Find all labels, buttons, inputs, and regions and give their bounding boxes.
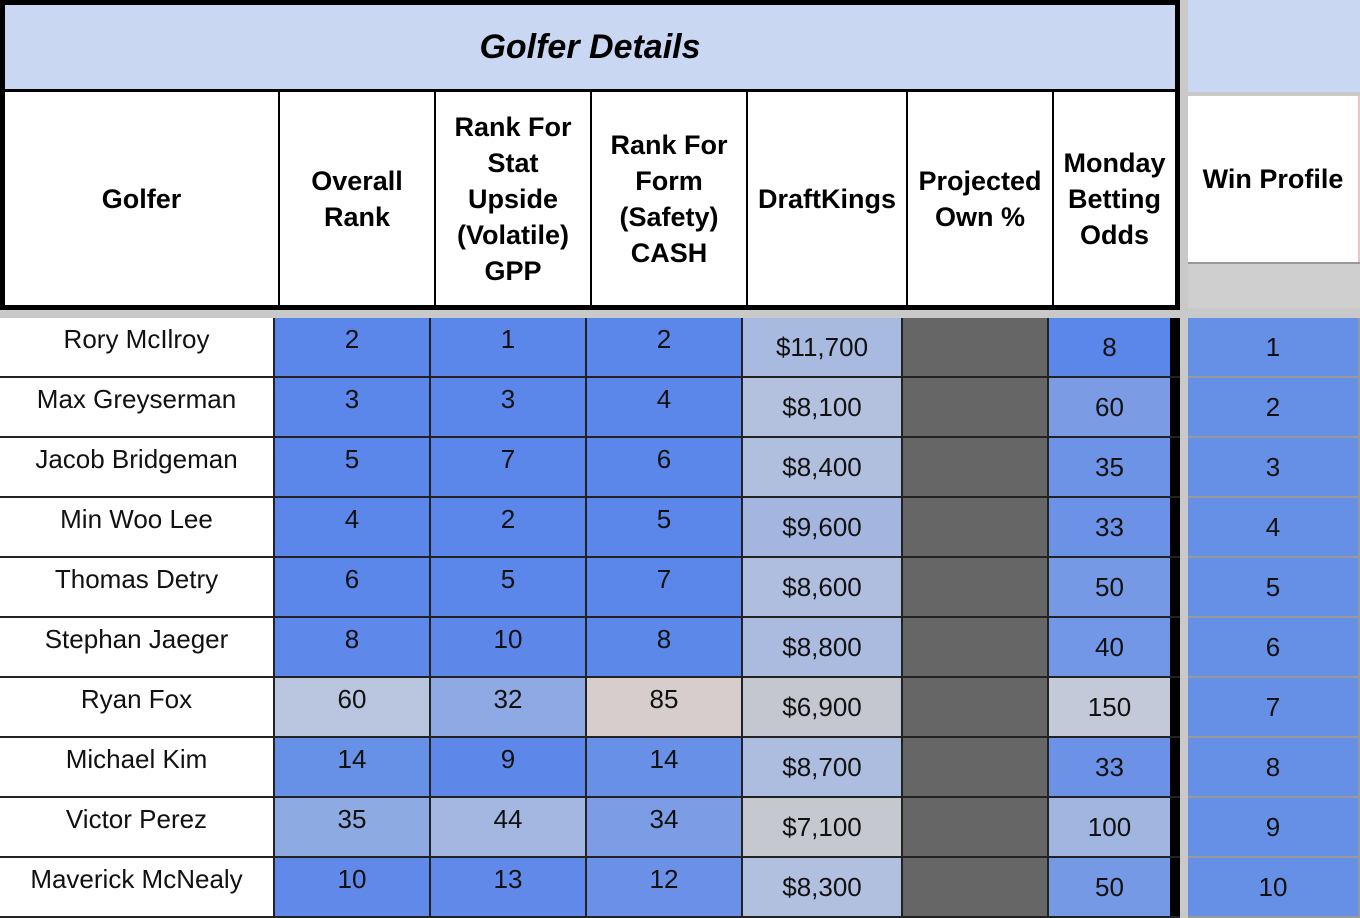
- cell-stat-upside[interactable]: 1: [431, 318, 587, 376]
- cell-golfer[interactable]: Thomas Detry: [0, 558, 275, 616]
- cell-golfer[interactable]: Jacob Bridgeman: [0, 438, 275, 496]
- cell-overall-rank[interactable]: 5: [275, 438, 431, 496]
- cell-stat-upside[interactable]: 44: [431, 798, 587, 856]
- cell-stat-upside[interactable]: 13: [431, 858, 587, 916]
- cell-betting-odds[interactable]: 33: [1049, 738, 1170, 796]
- table-row[interactable]: [0, 738, 1180, 798]
- cell-stat-upside[interactable]: 10: [431, 618, 587, 676]
- table-title: Golfer Details: [479, 27, 701, 66]
- cell-projected-own[interactable]: [903, 318, 1049, 376]
- table-header-row: [0, 92, 1180, 310]
- cell-draftkings[interactable]: $8,100: [743, 378, 903, 436]
- table-row[interactable]: [0, 858, 1180, 918]
- cell-form-safety[interactable]: 2: [587, 318, 743, 376]
- cell-stat-upside[interactable]: 9: [431, 738, 587, 796]
- cell-form-safety[interactable]: 12: [587, 858, 743, 916]
- table-title-bar: [0, 0, 1180, 94]
- cell-betting-odds[interactable]: 100: [1049, 798, 1170, 856]
- cell-win-profile[interactable]: 10: [1188, 858, 1360, 918]
- cell-win-profile[interactable]: 7: [1188, 678, 1360, 738]
- cell-win-profile[interactable]: 3: [1188, 438, 1360, 498]
- table-row[interactable]: [0, 678, 1180, 738]
- cell-projected-own[interactable]: [903, 618, 1049, 676]
- win-profile-subheader: [1188, 262, 1360, 308]
- cell-stat-upside[interactable]: 32: [431, 678, 587, 736]
- cell-win-profile[interactable]: 5: [1188, 558, 1360, 618]
- cell-form-safety[interactable]: 5: [587, 498, 743, 556]
- cell-win-profile[interactable]: 4: [1188, 498, 1360, 558]
- cell-form-safety[interactable]: 7: [587, 558, 743, 616]
- cell-overall-rank[interactable]: 6: [275, 558, 431, 616]
- cell-win-profile[interactable]: 8: [1188, 738, 1360, 798]
- header-betting-odds[interactable]: Monday Betting Odds: [1063, 147, 1166, 250]
- table-row[interactable]: [0, 798, 1180, 858]
- table-row[interactable]: [0, 378, 1180, 438]
- cell-golfer[interactable]: Rory McIlroy: [0, 318, 275, 376]
- cell-draftkings[interactable]: $8,600: [743, 558, 903, 616]
- cell-betting-odds[interactable]: 60: [1049, 378, 1170, 436]
- cell-draftkings[interactable]: $9,600: [743, 498, 903, 556]
- cell-win-profile[interactable]: 6: [1188, 618, 1360, 678]
- table-row[interactable]: [0, 618, 1180, 678]
- table-row[interactable]: [0, 498, 1180, 558]
- golfer-table-body: [0, 318, 1180, 918]
- win-profile-title-bar: [1188, 0, 1360, 92]
- cell-golfer[interactable]: Michael Kim: [0, 738, 275, 796]
- cell-betting-odds[interactable]: 35: [1049, 438, 1170, 496]
- cell-form-safety[interactable]: 34: [587, 798, 743, 856]
- cell-betting-odds[interactable]: 50: [1049, 558, 1170, 616]
- cell-form-safety[interactable]: 6: [587, 438, 743, 496]
- cell-golfer[interactable]: Min Woo Lee: [0, 498, 275, 556]
- cell-overall-rank[interactable]: 8: [275, 618, 431, 676]
- cell-betting-odds[interactable]: 150: [1049, 678, 1170, 736]
- cell-stat-upside[interactable]: 2: [431, 498, 587, 556]
- cell-form-safety[interactable]: 8: [587, 618, 743, 676]
- cell-win-profile[interactable]: 1: [1188, 318, 1360, 378]
- cell-betting-odds[interactable]: 8: [1049, 318, 1170, 376]
- win-profile-column: [1188, 318, 1360, 918]
- cell-golfer[interactable]: Victor Perez: [0, 798, 275, 856]
- cell-win-profile[interactable]: 9: [1188, 798, 1360, 858]
- cell-draftkings[interactable]: $8,300: [743, 858, 903, 916]
- cell-golfer[interactable]: Ryan Fox: [0, 678, 275, 736]
- cell-golfer[interactable]: Stephan Jaeger: [0, 618, 275, 676]
- cell-form-safety[interactable]: 4: [587, 378, 743, 436]
- cell-overall-rank[interactable]: 10: [275, 858, 431, 916]
- cell-draftkings[interactable]: $8,400: [743, 438, 903, 496]
- cell-projected-own[interactable]: [903, 438, 1049, 496]
- cell-form-safety[interactable]: 14: [587, 738, 743, 796]
- table-row[interactable]: [0, 558, 1180, 618]
- cell-projected-own[interactable]: [903, 798, 1049, 856]
- cell-projected-own[interactable]: [903, 738, 1049, 796]
- cell-stat-upside[interactable]: 3: [431, 378, 587, 436]
- cell-overall-rank[interactable]: 14: [275, 738, 431, 796]
- cell-betting-odds[interactable]: 40: [1049, 618, 1170, 676]
- cell-overall-rank[interactable]: 2: [275, 318, 431, 376]
- cell-stat-upside[interactable]: 5: [431, 558, 587, 616]
- header-stat-upside[interactable]: Rank For Stat Upside (Volatile) GPP: [436, 92, 592, 305]
- cell-projected-own[interactable]: [903, 498, 1049, 556]
- cell-betting-odds[interactable]: 33: [1049, 498, 1170, 556]
- header-form-safety[interactable]: Rank For Form (Safety) CASH: [592, 92, 748, 305]
- header-golfer[interactable]: Golfer: [5, 92, 280, 305]
- cell-projected-own[interactable]: [903, 558, 1049, 616]
- header-overall-rank[interactable]: Overall Rank: [280, 92, 436, 305]
- cell-draftkings[interactable]: $8,800: [743, 618, 903, 676]
- cell-stat-upside[interactable]: 7: [431, 438, 587, 496]
- cell-betting-odds[interactable]: 50: [1049, 858, 1170, 916]
- cell-overall-rank[interactable]: 3: [275, 378, 431, 436]
- table-row[interactable]: [0, 318, 1180, 378]
- cell-golfer[interactable]: Max Greyserman: [0, 378, 275, 436]
- header-projected-own[interactable]: Projected Own %: [908, 92, 1054, 305]
- table-row[interactable]: [0, 438, 1180, 498]
- header-draftkings[interactable]: DraftKings: [748, 92, 908, 305]
- cell-overall-rank[interactable]: 4: [275, 498, 431, 556]
- cell-form-safety[interactable]: 85: [587, 678, 743, 736]
- cell-projected-own[interactable]: [903, 858, 1049, 916]
- cell-golfer[interactable]: Maverick McNealy: [0, 858, 275, 916]
- cell-draftkings[interactable]: $7,100: [743, 798, 903, 856]
- cell-draftkings[interactable]: $11,700: [743, 318, 903, 376]
- cell-overall-rank[interactable]: 60: [275, 678, 431, 736]
- column-divider: [1180, 0, 1188, 918]
- header-win-profile[interactable]: Win Profile: [1188, 96, 1360, 262]
- cell-draftkings[interactable]: $8,700: [743, 738, 903, 796]
- cell-overall-rank[interactable]: 35: [275, 798, 431, 856]
- cell-projected-own[interactable]: [903, 678, 1049, 736]
- cell-projected-own[interactable]: [903, 378, 1049, 436]
- cell-win-profile[interactable]: 2: [1188, 378, 1360, 438]
- cell-draftkings[interactable]: $6,900: [743, 678, 903, 736]
